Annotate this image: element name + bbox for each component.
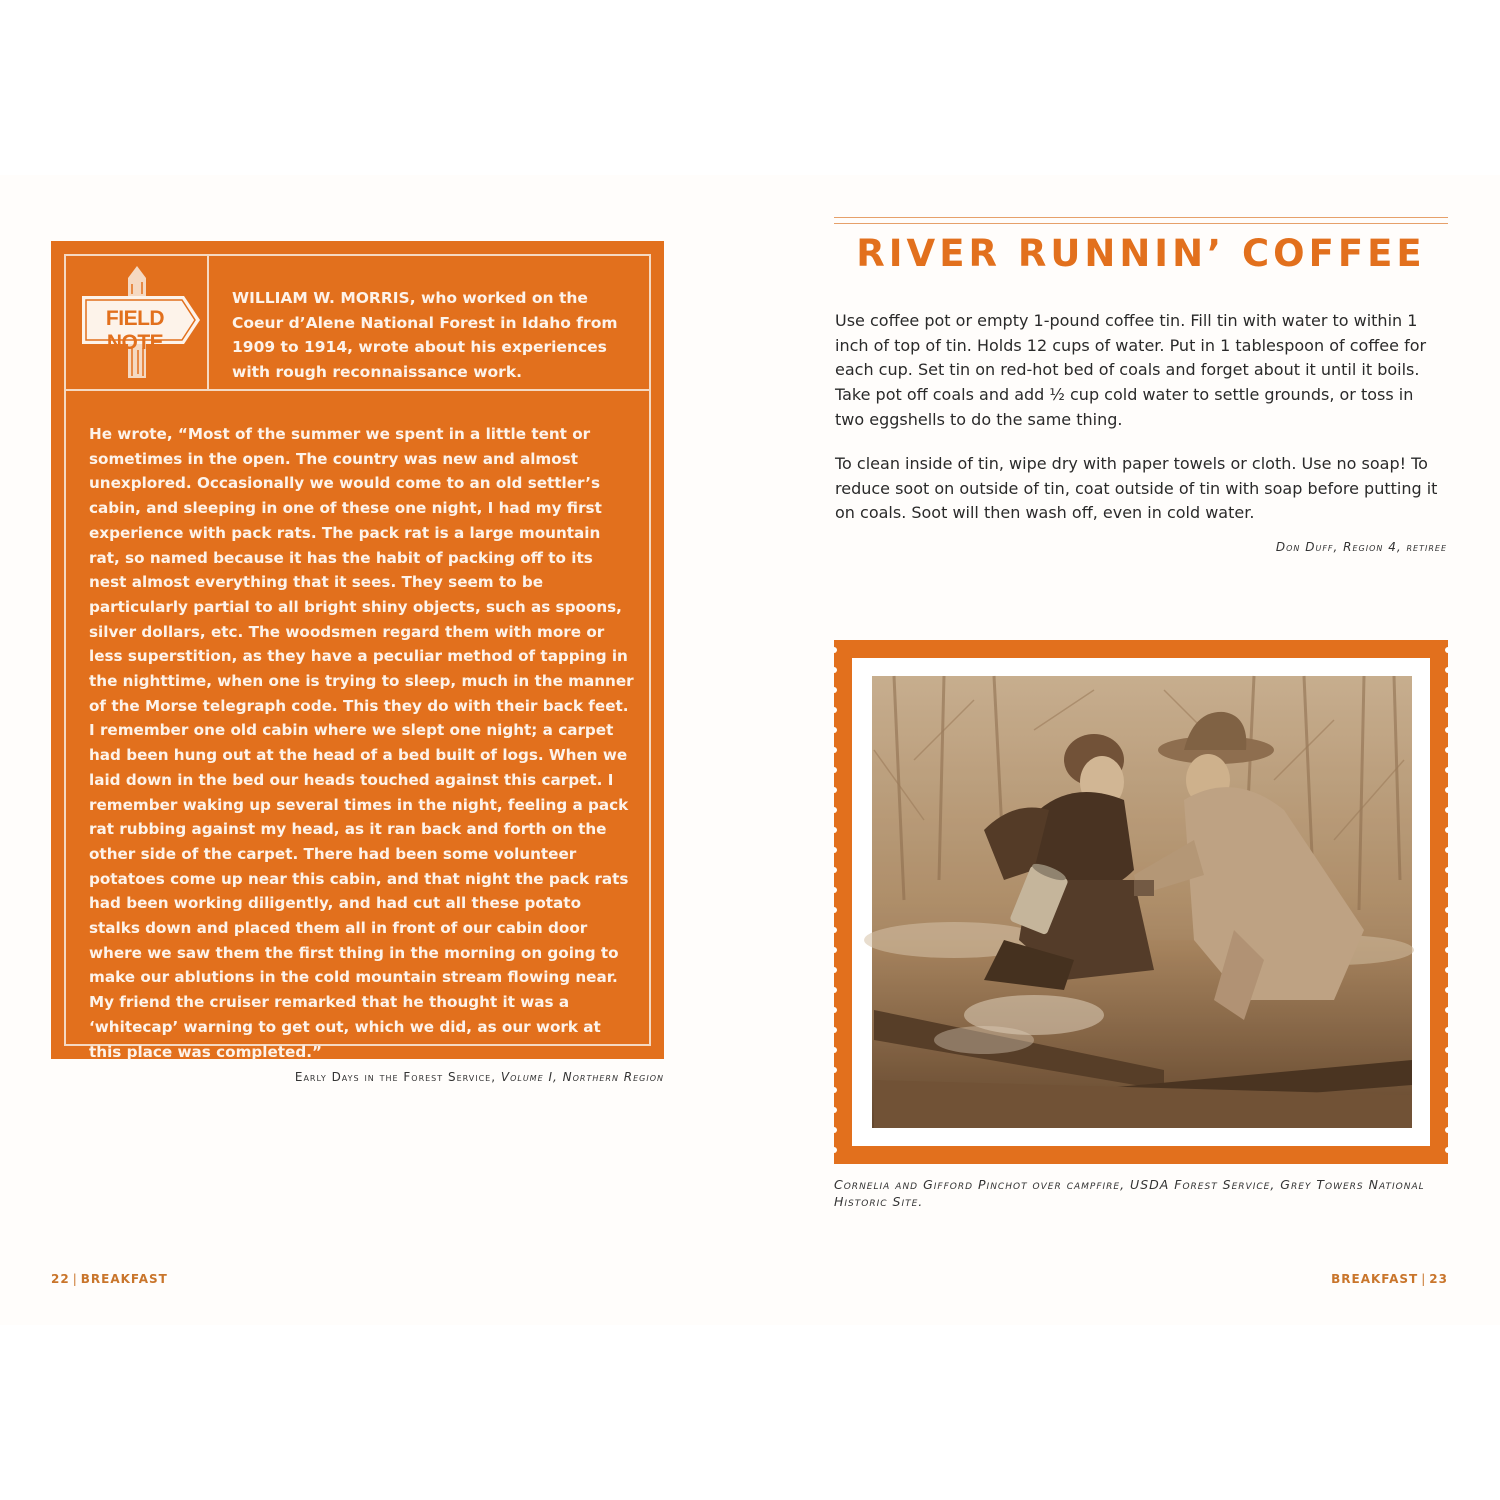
- field-note-label: FIELD NOTE: [105, 307, 165, 354]
- title-rule: [834, 217, 1448, 224]
- source-title: Early Days in the Forest Service,: [294, 1070, 501, 1084]
- field-note-intro: [232, 286, 642, 384]
- photo-caption: Cornelia and Gifford Pinchot over campfire, USDA Forest Service, Grey Towers National Historic Site.: [834, 1177, 1425, 1209]
- field-note-intro-text: who worked on the Coeur d’Alene National Forest in Idaho from 1909 to 1914, wrote about his experiences with rough reconnaissance work.: [232, 289, 618, 381]
- field-note-badge: [66, 256, 209, 389]
- folio-right: [1331, 1272, 1448, 1286]
- field-note-source: [51, 1070, 664, 1084]
- field-note-header: [66, 256, 649, 391]
- folio-separator: |: [72, 1272, 78, 1286]
- field-note-quote: He wrote, “Most of the summer we spent in a little tent or sometimes in the open. The country was new and almost unexplored. Occasionally we would come to an old settler’s cabin, and sleeping in one of these one night, I had my first experience with pack rats. The pack rat is a large mountain rat, so named because it has the habit of packing off to its nest almost everything that it sees. They seem to be particularly partial to all bright shiny objects, such as spoons, silver dollars, etc. The woodsmen regard them with more or less superstition, as they have a peculiar method of tapping in the nighttime, when one is trying to sleep, much in the manner of the Morse telegraph code. This they do with their back feet. I remember one old cabin where we slept one night; a carpet had been hung out at the head of a bed built of logs. When we laid down in the bed our heads touched against this carpet. I remember waking up several times in the night, feeling a pack rat rubbing against my head, as it ran back and forth on the other side of the carpet. There had been some volunteer potatoes come up near this cabin, and that night the pack rats had been working diligently, and had cut all these potato stalks down and placed them all in front of our cabin door where we saw them the first thing in the morning on going to make our ablutions in the cold mountain stream flowing near. My friend the cruiser remarked that he thought it was a ‘whitecap’ warning to get out, which we did, as our work at this place was completed.”: [89, 425, 634, 1061]
- section-name-right: BREAKFAST: [1331, 1272, 1419, 1286]
- section-name-left: BREAKFAST: [80, 1272, 168, 1286]
- page-number-left: 22: [51, 1272, 70, 1286]
- folio-separator: |: [1421, 1272, 1427, 1286]
- field-note-box: [51, 241, 664, 1059]
- recipe-paragraph-1: Use coffee pot or empty 1-pound coffee tin. Fill tin with water to within 1 inch of top of tin. Holds 12 cups of water. Put in 1 tablespoon of coffee for each cup. Set tin on red-hot bed of coals and forget about it until it boils. Take pot off coals and add ½ cup cold water to settle grounds, or toss in two eggshells to do the same thing.: [835, 311, 1427, 429]
- field-note-author: WILLIAM W. MORRIS,: [232, 289, 416, 307]
- recipe-credit: Don Duff, Region 4, retiree: [1275, 540, 1447, 554]
- campfire-photo: [834, 640, 1448, 1164]
- field-note-frame: [64, 254, 651, 1061]
- source-volume: Volume I, Northern Region: [500, 1070, 664, 1084]
- folio-left: [51, 1272, 168, 1286]
- recipe-title: RIVER RUNNIN’ COFFEE: [856, 232, 1426, 275]
- photo-frame: [834, 640, 1448, 1164]
- recipe-paragraph-2: To clean inside of tin, wipe dry with paper towels or cloth. Use no soap! To reduce soot on outside of tin, coat outside of tin with soap before putting it on coals. Soot will then wash off, even in cold water.: [835, 454, 1438, 523]
- page-number-right: 23: [1429, 1272, 1448, 1286]
